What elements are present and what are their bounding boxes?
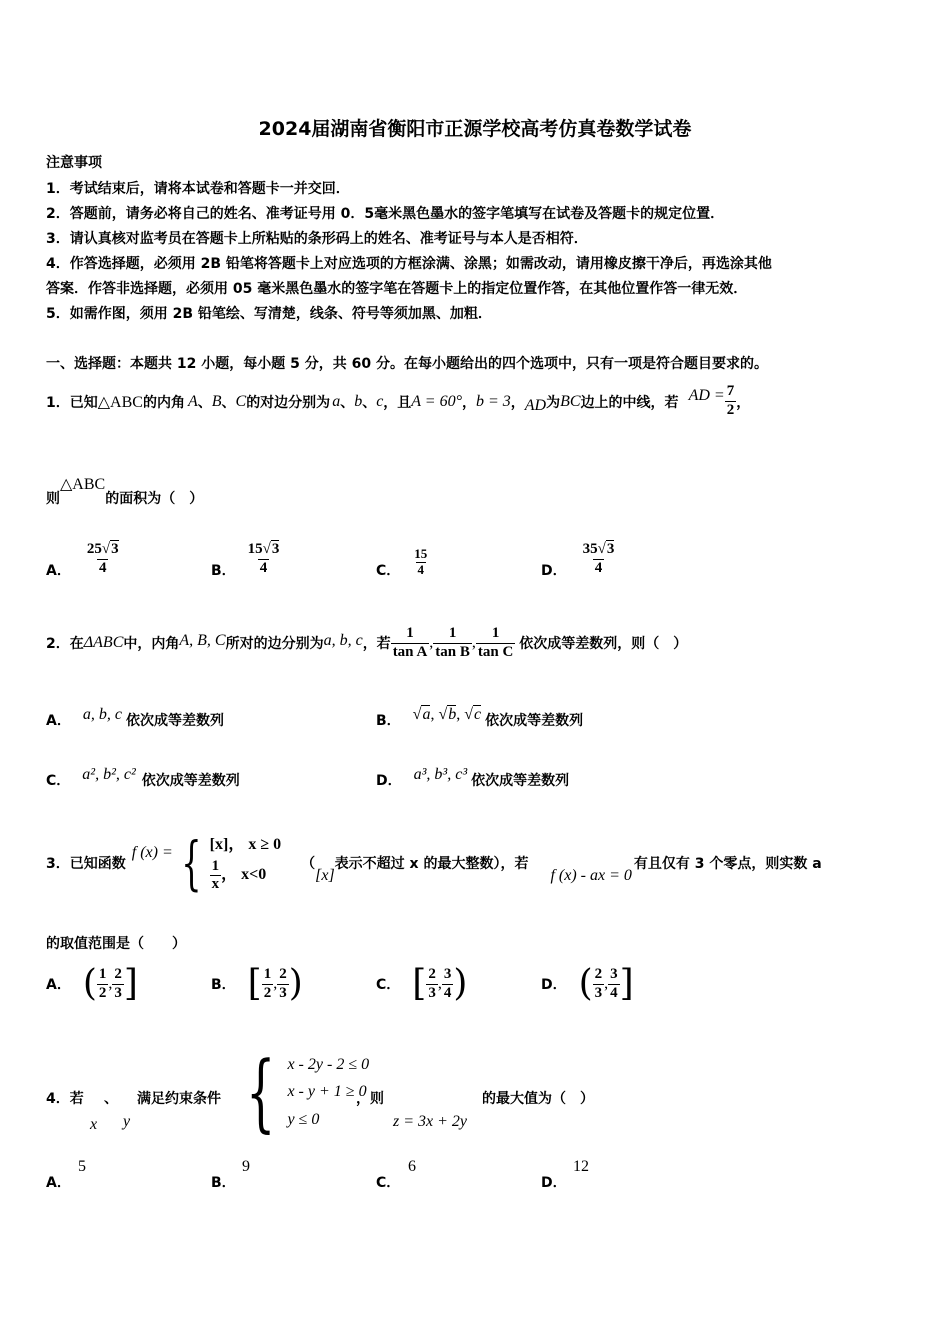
- option-label: B．: [211, 977, 236, 993]
- denominator: 4: [417, 561, 425, 577]
- text: ，: [461, 395, 476, 411]
- radicand: 3: [111, 541, 119, 558]
- option-label: B．: [211, 563, 236, 579]
- option-label: A．: [46, 713, 71, 729]
- math: [x]: [315, 867, 335, 884]
- question-number: 3．已知函数: [46, 856, 126, 872]
- q4-option-d-value: 12: [573, 1158, 589, 1175]
- note-item: 3．请认真核对监考员在答题卡上所粘贴的条形码上的姓名、准考证号与本人是否相符．: [46, 231, 588, 247]
- math: A = 60°: [411, 393, 462, 410]
- fraction: [593, 966, 605, 1002]
- q3-option-c[interactable]: C． [ $\frac{2}{3}$ , $\frac{3}{4}$ ): [376, 963, 468, 1004]
- text: 的面积为（ ）: [105, 491, 204, 507]
- note-item: 4．作答选择题，必须用 2B 铅笔将答题卡上对应选项的方框涂满、涂黑；如需改动，请用橡皮擦干净后，再选涂其他: [46, 256, 772, 272]
- numerator: 15: [247, 541, 263, 558]
- text: 依次成等差数列，则（ ）: [519, 636, 688, 652]
- q1-option-a[interactable]: [46, 538, 121, 580]
- q4-option-b-label[interactable]: B．: [211, 1175, 236, 1191]
- denominator: 3: [428, 984, 436, 1001]
- question-number: 2．在: [46, 636, 84, 652]
- denominator: 2: [98, 984, 107, 1001]
- q4-option-a-value: 5: [78, 1158, 86, 1175]
- q2-option-d[interactable]: [376, 766, 569, 790]
- text: ，且: [383, 395, 412, 411]
- denominator: tan C: [477, 643, 514, 660]
- option-label: C．: [376, 977, 401, 993]
- denominator: 3: [594, 984, 603, 1001]
- denominator: 2: [726, 401, 735, 418]
- option-label: A．: [46, 563, 71, 579]
- q4-option-d-label[interactable]: D．: [541, 1175, 567, 1191]
- bracket: (: [82, 963, 97, 1004]
- fraction: [97, 966, 109, 1002]
- math: AD: [524, 397, 547, 414]
- math: AD =: [688, 387, 725, 404]
- text: ，则: [356, 1091, 384, 1107]
- denominator: 4: [594, 559, 603, 576]
- option-label: A．: [46, 977, 71, 993]
- q4-option-a-label[interactable]: A．: [46, 1175, 71, 1191]
- piecewise: { [x]， x ≥ 0 $\frac{1}{x}$ ， x<0: [181, 828, 282, 897]
- text: 有且仅有 3 个零点，则实数 a: [633, 856, 822, 872]
- fraction: [210, 858, 222, 894]
- denominator: 4: [443, 984, 452, 1001]
- q1-option-d[interactable]: [541, 538, 616, 580]
- q1-option-c[interactable]: [376, 544, 429, 580]
- text: 为: [546, 395, 561, 411]
- bracket: ]: [619, 963, 634, 1004]
- radicand: a: [422, 706, 431, 723]
- numerator: 2: [114, 966, 122, 983]
- bracket: ): [288, 963, 303, 1004]
- text: 的内角: [142, 395, 185, 411]
- denominator: x: [211, 875, 220, 892]
- q3-option-d[interactable]: D． ( $\frac{2}{3}$ , $\frac{3}{4}$ ]: [541, 963, 634, 1004]
- section-heading: 一、选择题：本题共 12 小题，每小题 5 分，共 60 分。在每小题给出的四个选项中，只有一项是符合题目要求的。: [46, 356, 768, 372]
- fraction: [412, 547, 429, 578]
- denominator: 4: [610, 984, 618, 1001]
- constraint-system: { x - 2y - 2 ≤ 0 x - y + 1 ≥ 0 y ≤ 0: [246, 1043, 370, 1141]
- note-item: 5．如需作图，须用 2B 铅笔绘、写清楚，线条、符号等须加黑、加粗．: [46, 306, 492, 322]
- fraction: [725, 383, 737, 419]
- text: 所对的边分别为: [225, 636, 324, 652]
- numerator: 35: [582, 541, 598, 558]
- math: a², b², c²: [82, 766, 136, 783]
- text: ，: [736, 395, 751, 411]
- text: 、: [362, 395, 377, 411]
- numerator: 7: [726, 383, 735, 400]
- q4-option-b-value: 9: [242, 1158, 250, 1175]
- option-label: D．: [541, 563, 567, 579]
- q2-option-c[interactable]: [46, 766, 240, 790]
- text: 边上的中线，若: [580, 395, 679, 411]
- fraction: $\frac{15√3}{4}$: [247, 541, 280, 576]
- note-item: 2．答题前，请务必将自己的姓名、准考证号用 0．5毫米黑色墨水的签字笔填写在试卷及答题卡的规定位置．: [46, 206, 725, 222]
- math: C: [235, 393, 247, 410]
- math: △ABC: [97, 394, 143, 411]
- case-line: ， x<0: [221, 865, 267, 883]
- bracket: (: [578, 963, 593, 1004]
- text: 表示不超过 x 的最大整数），若: [334, 856, 529, 872]
- q4-option-c-value: 6: [408, 1158, 416, 1175]
- math: f (x) - ax = 0: [550, 867, 632, 884]
- math: y: [123, 1113, 131, 1130]
- math: x: [90, 1116, 98, 1133]
- constraint: x - 2y - 2 ≤ 0: [287, 1056, 370, 1074]
- math: a: [332, 393, 341, 410]
- option-label: C．: [46, 773, 71, 789]
- text: 中，内角: [123, 636, 180, 652]
- radicand: c: [474, 706, 482, 723]
- denominator: tan A: [392, 643, 428, 660]
- math: ΔABC: [83, 634, 124, 651]
- text: 满足约束条件: [137, 1091, 221, 1107]
- text: ，: [510, 395, 525, 411]
- question-number: 1．已知: [46, 395, 98, 411]
- numerator: 2: [594, 966, 603, 983]
- math: A, B, C: [179, 632, 226, 649]
- radicand: 3: [606, 541, 615, 558]
- denominator: 4: [259, 559, 268, 576]
- constraint: x - y + 1 ≥ 0: [287, 1083, 367, 1101]
- question-3: [46, 822, 822, 904]
- math: a³, b³, c³: [413, 766, 468, 783]
- text: 依次成等差数列: [141, 773, 240, 789]
- case-line: [x]， x ≥ 0: [209, 835, 282, 853]
- text: 、: [221, 395, 236, 411]
- fraction: [391, 625, 430, 661]
- numerator: 1: [211, 857, 220, 874]
- q3-option-b[interactable]: B． [ $\frac{1}{2}$ , $\frac{2}{3}$ ): [211, 963, 303, 1004]
- option-label: C．: [376, 563, 401, 579]
- math: a, b, c: [323, 632, 363, 649]
- text: 、: [104, 1091, 118, 1107]
- bracket: ]: [123, 963, 138, 1004]
- text: 依次成等差数列: [125, 713, 224, 729]
- math: c: [376, 393, 384, 410]
- numerator: 2: [428, 966, 436, 983]
- math: √a, √b, √c: [412, 706, 482, 723]
- fraction: [277, 966, 289, 1002]
- math: BC: [560, 393, 581, 410]
- numerator: 1: [263, 966, 272, 983]
- fraction: [433, 625, 472, 661]
- option-label: D．: [376, 773, 402, 789]
- bracket: [: [412, 963, 427, 1004]
- constraint: y ≤ 0: [287, 1110, 320, 1128]
- text: 则: [46, 491, 60, 507]
- text: 依次成等差数列: [485, 713, 584, 729]
- denominator: 2: [263, 984, 272, 1001]
- math: △ABC: [60, 476, 106, 493]
- numerator: 1: [406, 625, 414, 642]
- question-3-line2: 的取值范围是（ ）: [46, 936, 186, 952]
- q2-option-a[interactable]: [46, 706, 224, 730]
- text: 的对边分别为: [246, 395, 331, 411]
- fraction: [442, 966, 454, 1002]
- question-2: 2．在 ΔABC 中，内角 A, B, C 所对的边分别为 a, b, c ，若 $\frac{1}{\text{tan A}}$ , $\frac{1}{\text{tan B}}$ , $\frac{1}{\text{tan C}}$ 依次成等差数列，则（ ）: [46, 625, 688, 660]
- denominator: 3: [279, 984, 287, 1001]
- numerator: 3: [610, 966, 618, 983]
- numerator: 1: [448, 625, 457, 642]
- question-1: [46, 376, 750, 428]
- numerator: 2: [279, 966, 287, 983]
- fraction: $\frac{25√3}{4}$: [86, 541, 119, 576]
- notes-heading: 注意事项: [46, 155, 102, 171]
- note-item: 1．考试结束后，请将本试卷和答题卡一并交回．: [46, 181, 350, 197]
- fraction: [608, 966, 620, 1002]
- math: b: [354, 393, 363, 410]
- text: 、: [340, 395, 355, 411]
- math: A: [187, 393, 198, 410]
- denominator: 3: [114, 984, 122, 1001]
- q4-option-c-label[interactable]: C．: [376, 1175, 401, 1191]
- denominator: 4: [98, 559, 107, 576]
- math: B: [211, 393, 222, 410]
- math: z = 3x + 2y: [393, 1113, 468, 1130]
- numerator: 1: [98, 966, 107, 983]
- radicand: 3: [271, 541, 280, 558]
- fraction: [112, 966, 124, 1002]
- fraction: [426, 966, 438, 1002]
- fraction: [262, 966, 274, 1002]
- q3-option-a[interactable]: A． ( $\frac{1}{2}$ , $\frac{2}{3}$ ]: [46, 963, 138, 1004]
- bracket: ): [453, 963, 468, 1004]
- math: a, b, c: [82, 706, 122, 723]
- question-4-number: 4．若: [46, 1091, 84, 1107]
- text: （: [301, 856, 316, 872]
- radicand: b: [448, 706, 457, 723]
- bracket: [: [247, 963, 262, 1004]
- math: b = 3: [475, 393, 511, 410]
- text: ，若: [362, 636, 391, 652]
- q2-option-b[interactable]: [376, 706, 583, 730]
- page-title: 2024届湖南省衡阳市正源学校高考仿真卷数学试卷: [258, 118, 692, 140]
- numerator: 1: [491, 625, 500, 642]
- option-label: D．: [541, 977, 567, 993]
- numerator: 3: [443, 966, 452, 983]
- math: f (x) =: [131, 844, 173, 861]
- numerator: 15: [414, 545, 428, 561]
- note-item: 答案．作答非选择题，必须用 05 毫米黑色墨水的签字笔在答题卡上的指定位置作答，在其他位置作答一律无效．: [46, 281, 748, 297]
- fraction: [476, 625, 515, 661]
- text: 的最大值为（ ）: [482, 1091, 594, 1107]
- denominator: tan B: [435, 643, 470, 660]
- text: 、: [197, 395, 212, 411]
- option-label: B．: [376, 713, 401, 729]
- numerator: 25: [86, 541, 102, 558]
- q1-option-b[interactable]: [211, 538, 281, 580]
- question-1-line2: [46, 474, 203, 508]
- text: 依次成等差数列: [471, 773, 570, 789]
- fraction: $\frac{35√3}{4}$: [582, 541, 615, 576]
